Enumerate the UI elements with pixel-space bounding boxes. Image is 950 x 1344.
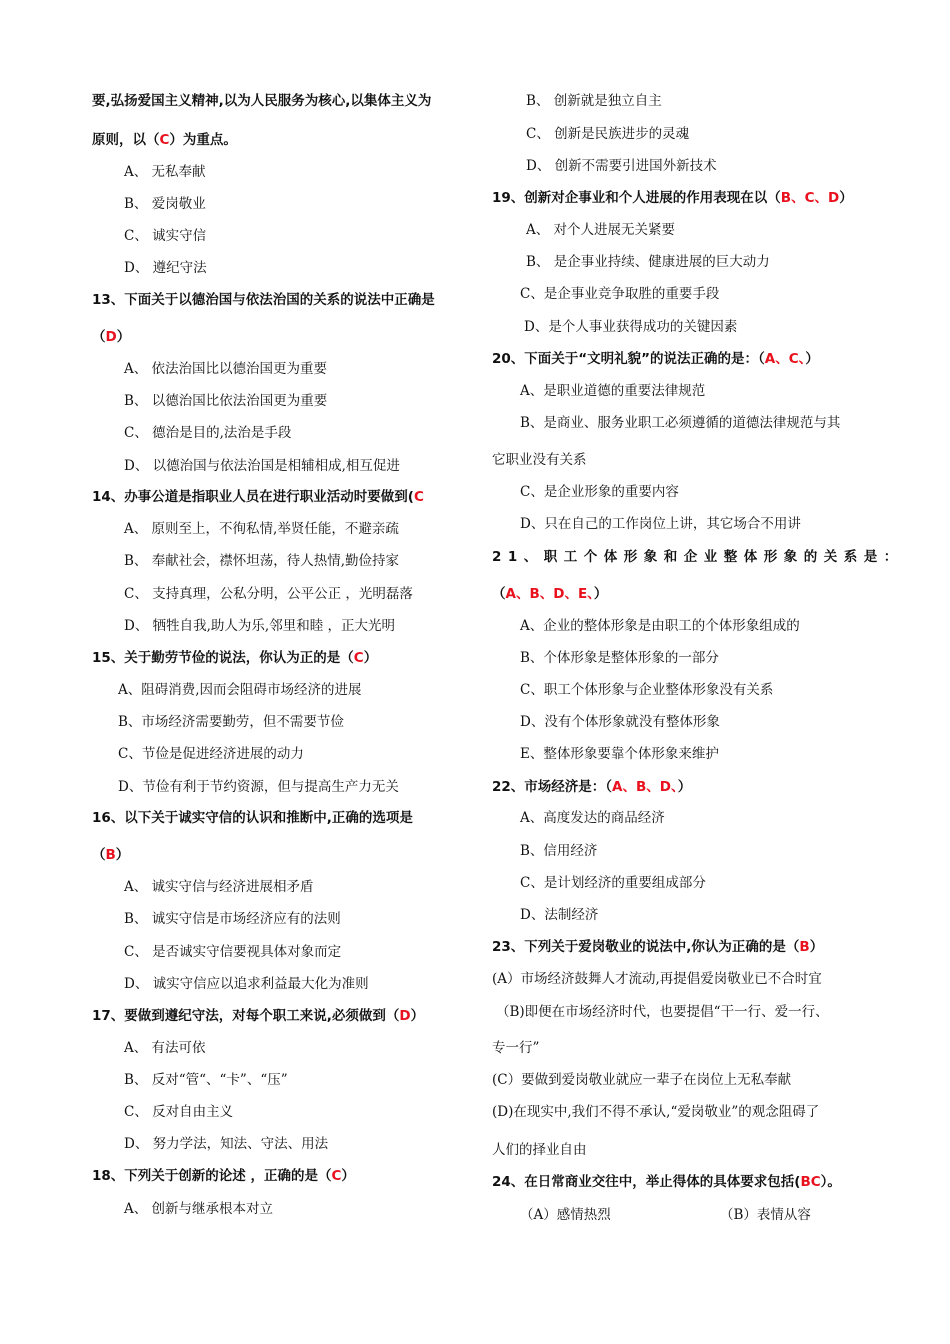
- line-text: C、 支持真理，公私分明，公平公正 ，光明磊落: [124, 586, 413, 602]
- option-line: [124, 877, 314, 897]
- line-text: 21、职工个体形象和企业整体形象的关系是：: [492, 549, 904, 565]
- option-line: [520, 808, 665, 828]
- question-line: [92, 130, 237, 150]
- line-text: 16、以下关于诚实守信的认识和推断中,正确的选项是: [92, 810, 413, 826]
- line-text: B、 反对“管“、“卡”、“压”: [124, 1072, 288, 1088]
- line-text-tail: ）: [593, 586, 608, 602]
- line-text: 24、在日常商业交往中，举止得体的具体要求包括(: [492, 1174, 801, 1190]
- question-line: [492, 584, 607, 604]
- option-line: [124, 1199, 273, 1219]
- option-line: [124, 258, 207, 278]
- option-line: [124, 974, 369, 994]
- line-text: D、法制经济: [520, 907, 599, 923]
- option-line: [124, 391, 327, 411]
- line-text: D、只在自己的工作岗位上讲，其它场合不用讲: [520, 516, 801, 532]
- line-text: C、职工个体形象与企业整体形象没有关系: [520, 682, 774, 698]
- option-line: [124, 616, 395, 636]
- line-text: D、 牺牲自我,助人为乐,邻里和睦 ，正大光明: [124, 618, 395, 634]
- option-line: [520, 744, 719, 764]
- line-text: 14、办事公道是指职业人员在进行职业活动时要做到(: [92, 489, 414, 505]
- line-text: A、 无私奉献: [124, 164, 206, 180]
- option-line: [492, 1038, 539, 1058]
- option-line: [124, 1134, 328, 1154]
- line-text: B、是商业、服务业职工必须遵循的道德法律规范与其: [520, 415, 841, 431]
- option-line: [520, 712, 720, 732]
- option-line: [118, 712, 344, 732]
- option-line: [124, 584, 413, 604]
- line-text: A、 诚实守信与经济进展相矛盾: [124, 879, 314, 895]
- question-line: [92, 648, 377, 668]
- option-line: [124, 226, 206, 246]
- line-text-tail: ）: [677, 779, 692, 795]
- line-text: B、个体形象是整体形象的一部分: [520, 650, 719, 666]
- line-text: A、 原则至上，不徇私情,举贤任能，不避亲疏: [124, 521, 399, 537]
- answer-key: A、C、: [764, 351, 806, 367]
- question-line: [92, 1006, 424, 1026]
- option-line: [124, 162, 206, 182]
- option-line: [524, 317, 737, 337]
- line-text: D、 努力学法，知法、守法、用法: [124, 1136, 329, 1152]
- question-line: [92, 91, 431, 111]
- option-line: [520, 873, 706, 893]
- answer-key: BC: [800, 1174, 821, 1190]
- question-line: [492, 547, 904, 567]
- line-text: B、信用经济: [520, 843, 598, 859]
- option-line: [124, 551, 399, 571]
- line-text: B、 创新就是独立自主: [526, 93, 662, 109]
- line-text: B、 诚实守信是市场经济应有的法则: [124, 911, 341, 927]
- option-line: [124, 194, 206, 214]
- option-line: [118, 680, 362, 700]
- answer-key: A、B、D、: [612, 779, 678, 795]
- option-line: [492, 450, 587, 470]
- answer-key: C: [353, 650, 364, 666]
- line-text: E、整体形象要靠个体形象来维护: [520, 746, 719, 762]
- line-text: 要,弘扬爱国主义精神,以为人民服务为核心,以集体主义为: [92, 93, 432, 109]
- option-line: [124, 423, 291, 443]
- line-text: （B)即便在市场经济时代，也要提倡“干一行、爱一行、: [496, 1004, 829, 1020]
- option-line: [520, 841, 597, 861]
- option-line: [520, 648, 719, 668]
- answer-key: B、C、D: [780, 190, 840, 206]
- option-line: [124, 456, 400, 476]
- option-line: [520, 381, 705, 401]
- question-line: [492, 777, 691, 797]
- line-text: (A）市场经济鼓舞人才流动,再提倡爱岗敬业已不合时宜: [492, 971, 822, 987]
- line-text: （: [92, 329, 106, 345]
- option-line: [118, 744, 304, 764]
- option-line: [492, 1140, 587, 1160]
- line-text: D、是个人事业获得成功的关键因素: [524, 319, 738, 335]
- line-text: C、是企业形象的重要内容: [520, 484, 679, 500]
- line-text: 人们的择业自由: [492, 1142, 587, 1158]
- question-line: [492, 1172, 841, 1192]
- option-line: [520, 284, 719, 304]
- option-line: [124, 1038, 206, 1058]
- line-text: C、是计划经济的重要组成部分: [520, 875, 706, 891]
- option-line: [492, 1102, 819, 1122]
- line-text: D、节俭有利于节约资源，但与提高生产力无关: [118, 779, 399, 795]
- line-text-tail: ）: [805, 351, 819, 367]
- line-text: 15、关于勤劳节俭的说法，你认为正的是（: [92, 650, 354, 666]
- line-text-tail: ）: [116, 329, 131, 345]
- option-line: [720, 1205, 811, 1225]
- line-text: A、高度发达的商品经济: [520, 810, 665, 826]
- line-text-tail: ）: [809, 939, 824, 955]
- answer-key: D: [399, 1008, 411, 1024]
- answer-key: C: [413, 489, 424, 505]
- option-line: [124, 942, 341, 962]
- line-text: 22、市场经济是：（: [492, 779, 613, 795]
- line-text: B、 爱岗敬业: [124, 196, 206, 212]
- option-line: [520, 1205, 611, 1225]
- line-text: （: [92, 847, 106, 863]
- line-text: A、 依法治国比以德治国更为重要: [124, 361, 328, 377]
- option-line: [526, 220, 675, 240]
- line-text: A、 有法可依: [124, 1040, 206, 1056]
- line-text: （B）表情从容: [720, 1207, 811, 1223]
- line-text: B、 奉献社会，襟怀坦荡，待人热情,勤俭持家: [124, 553, 400, 569]
- option-line: [124, 1070, 288, 1090]
- question-line: [492, 937, 823, 957]
- option-line: [526, 124, 689, 144]
- question-line: [92, 1166, 355, 1186]
- line-text: D、没有个体形象就没有整体形象: [520, 714, 720, 730]
- line-text: A、 对个人进展无关紧要: [526, 222, 676, 238]
- line-text: A、 创新与继承根本对立: [124, 1201, 274, 1217]
- answer-key: A、B、D、E、: [505, 586, 594, 602]
- option-line: [520, 905, 598, 925]
- line-text: B、 是企事业持续、健康进展的巨大动力: [526, 254, 770, 270]
- line-text: C、是企事业竞争取胜的重要手段: [520, 286, 720, 302]
- line-text-tail: ）: [839, 190, 853, 206]
- line-text: 13、下面关于以德治国与依法治国的关系的说法中正确是: [92, 292, 435, 308]
- option-line: [124, 359, 327, 379]
- line-text: 17、要做到遵纪守法，对每个职工来说,必须做到（: [92, 1008, 400, 1024]
- line-text: C、 诚实守信: [124, 228, 207, 244]
- answer-key: B: [105, 847, 116, 863]
- line-text: C、 德治是目的,法治是手段: [124, 425, 292, 441]
- line-text: 原则，以（: [92, 132, 160, 148]
- line-text: C、 创新是民族进步的灵魂: [526, 126, 690, 142]
- line-text: D、 创新不需要引进国外新技术: [526, 158, 717, 174]
- question-line: [92, 290, 435, 310]
- line-text: D、 以德治国与依法治国是相辅相成,相互促进: [124, 458, 400, 474]
- option-line: [520, 616, 800, 636]
- option-line: [124, 1102, 233, 1122]
- line-text: C、 反对自由主义: [124, 1104, 234, 1120]
- line-text: D、 诚实守信应以追求利益最大化为准则: [124, 976, 369, 992]
- option-line: [526, 252, 770, 272]
- line-text: (C）要做到爱岗敬业就应一辈子在岗位上无私奉献: [492, 1072, 792, 1088]
- option-line: [520, 413, 840, 433]
- line-text: 20、下面关于“文明礼貌”的说法正确的是：（: [492, 351, 765, 367]
- option-line: [124, 909, 341, 929]
- line-text-tail: ）: [341, 1168, 355, 1184]
- option-line: [496, 1002, 829, 1022]
- option-line: [520, 514, 801, 534]
- option-line: [526, 156, 717, 176]
- question-line: [492, 188, 853, 208]
- line-text: D、 遵纪守法: [124, 260, 207, 276]
- line-text-tail: ）: [115, 847, 130, 863]
- line-text: A、阻碍消费,因而会阻碍市场经济的进展: [118, 682, 362, 698]
- option-line: [492, 1070, 791, 1090]
- option-line: [492, 969, 822, 989]
- question-line: [92, 808, 413, 828]
- line-text: （: [492, 586, 506, 602]
- line-text: （A）感情热烈: [520, 1207, 611, 1223]
- line-text: 23、下列关于爱岗敬业的说法中,你认为正确的是（: [492, 939, 800, 955]
- option-line: [124, 519, 399, 539]
- option-line: [526, 91, 662, 111]
- option-line: [520, 680, 773, 700]
- line-text-tail: ）: [410, 1008, 425, 1024]
- line-text: 18、下列关于创新的论述 ，正确的是（: [92, 1168, 332, 1184]
- question-line: [92, 845, 129, 865]
- line-text-tail: ）。: [820, 1174, 841, 1190]
- line-text: A、是职业道德的重要法律规范: [520, 383, 706, 399]
- line-text: 19、创新对企事业和个人进展的作用表现在以（: [492, 190, 781, 206]
- line-text: 专一行”: [492, 1040, 540, 1056]
- line-text-tail: ）为重点。: [169, 132, 237, 148]
- line-text: B、 以德治国比依法治国更为重要: [124, 393, 328, 409]
- line-text: 它职业没有关系: [492, 452, 587, 468]
- option-line: [520, 482, 679, 502]
- answer-key: C: [159, 132, 170, 148]
- answer-key: D: [105, 329, 117, 345]
- line-text: A、企业的整体形象是由职工的个体形象组成的: [520, 618, 800, 634]
- option-line: [118, 777, 399, 797]
- line-text: C、节俭是促进经济进展的动力: [118, 746, 304, 762]
- line-text: (D)在现实中,我们不得不承认,“爱岗敬业”的观念阻碍了: [492, 1104, 820, 1120]
- line-text: C、 是否诚实守信要视具体对象而定: [124, 944, 342, 960]
- answer-key: B: [799, 939, 810, 955]
- question-line: [92, 327, 130, 347]
- line-text: B、市场经济需要勤劳，但不需要节俭: [118, 714, 344, 730]
- line-text-tail: ）: [363, 650, 378, 666]
- answer-key: C: [331, 1168, 342, 1184]
- question-line: [492, 349, 819, 369]
- question-line: [92, 487, 424, 507]
